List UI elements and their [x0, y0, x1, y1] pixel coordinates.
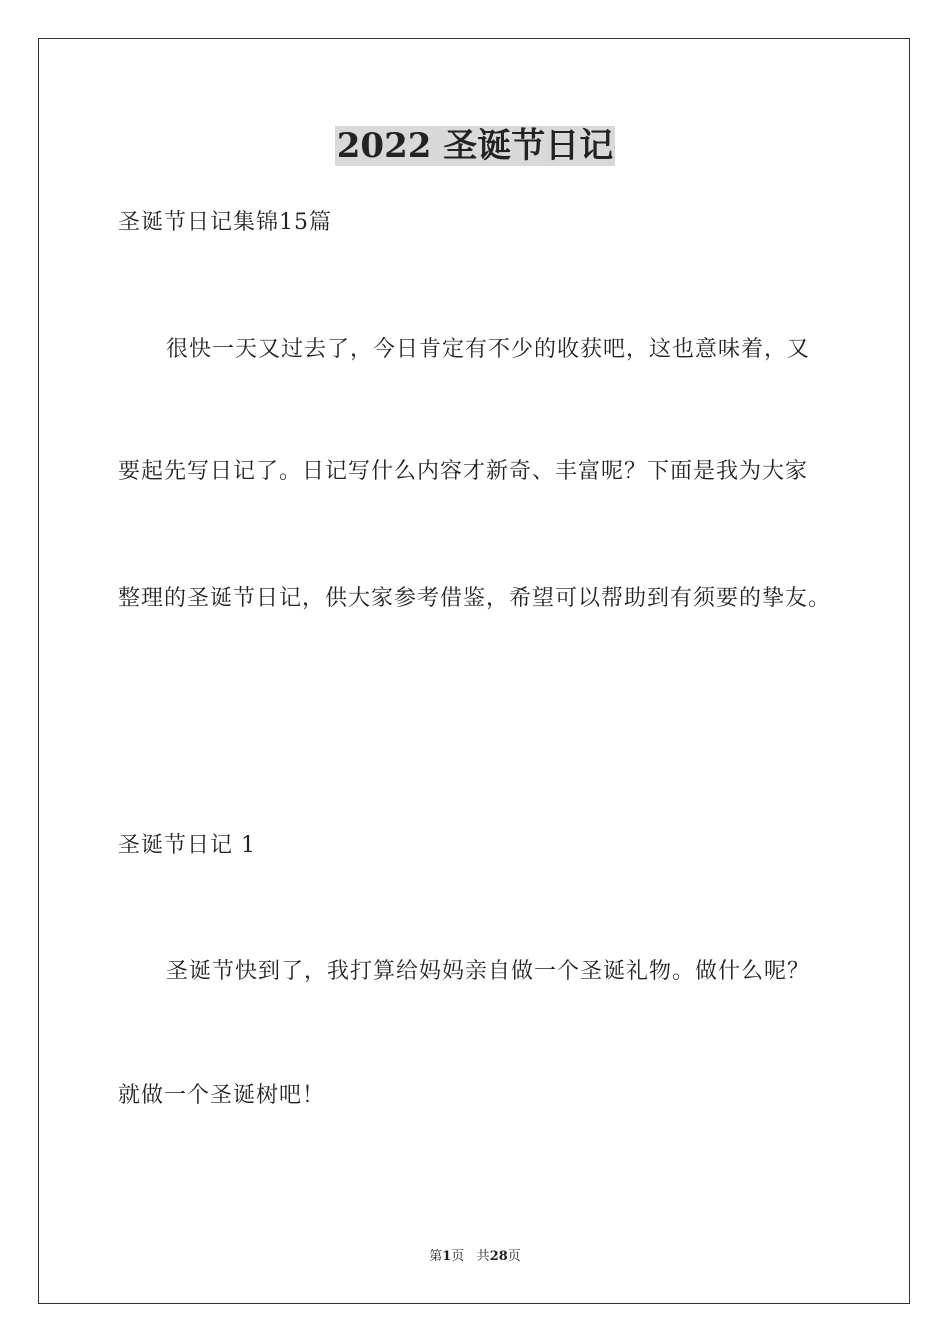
- page-footer: [0, 1248, 950, 1266]
- footer-page-suffix: 页: [451, 1249, 465, 1264]
- footer-total-pages: 28: [489, 1249, 508, 1264]
- section-heading: 圣诞节日记 1: [118, 833, 256, 858]
- footer-total-suffix: 页: [507, 1249, 521, 1264]
- document-title-text: 2022 圣诞节日记: [336, 126, 614, 166]
- footer-page-prefix: 第: [429, 1249, 443, 1264]
- section-line-1: 圣诞节快到了，我打算给妈妈亲自做一个圣诞礼物。做什么呢？: [166, 959, 811, 984]
- intro-line-3: 整理的圣诞节日记，供大家参考借鉴，希望可以帮助到有须要的挚友。: [118, 586, 832, 611]
- footer-page-number: 1: [442, 1249, 452, 1264]
- intro-line-1: 很快一天又过去了，今日肯定有不少的收获吧，这也意味着，又: [166, 337, 811, 362]
- document-title: [0, 124, 950, 168]
- document-subtitle: 圣诞节日记集锦15篇: [118, 210, 332, 235]
- footer-total-prefix: 共: [476, 1249, 490, 1264]
- intro-line-2: 要起先写日记了。日记写什么内容才新奇、丰富呢？下面是我为大家: [118, 459, 809, 484]
- section-line-2: 就做一个圣诞树吧！: [118, 1083, 326, 1108]
